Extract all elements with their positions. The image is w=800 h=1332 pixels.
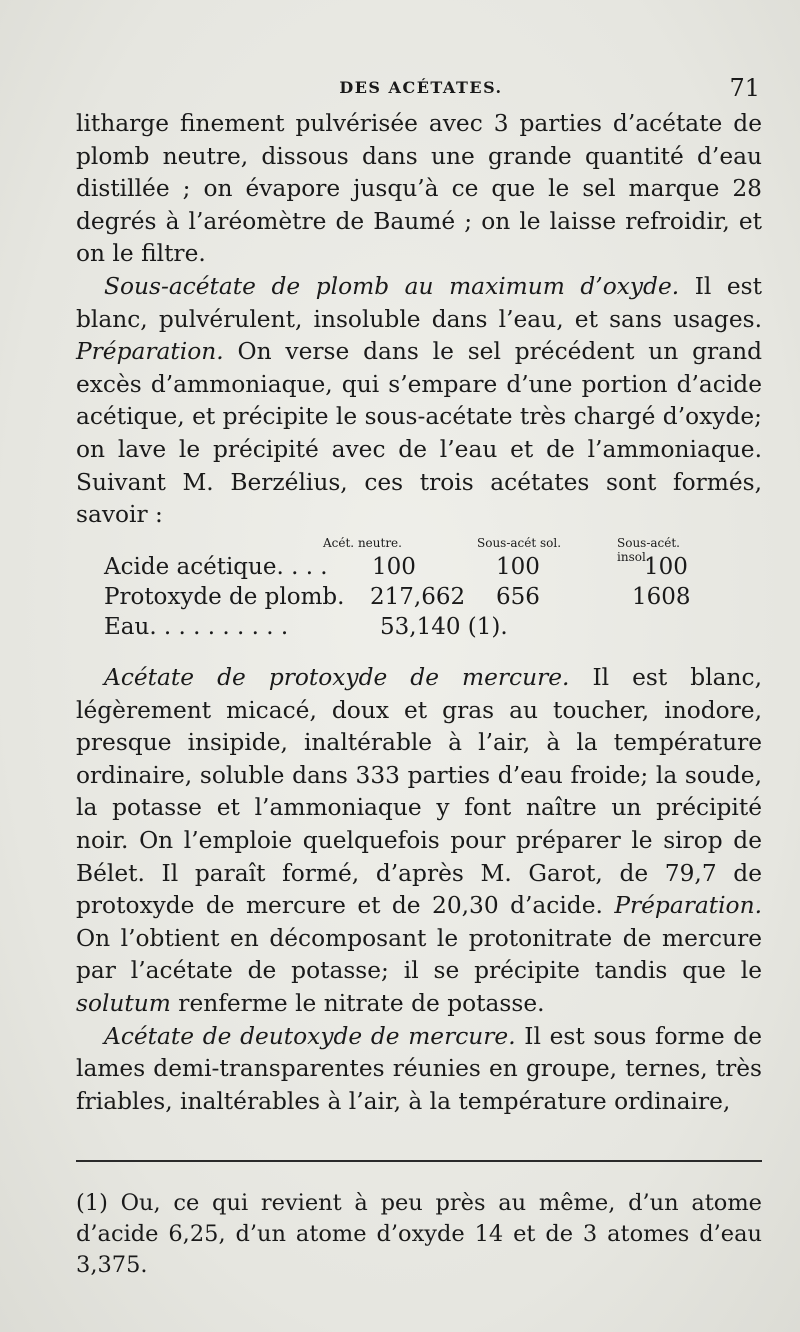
footnote bbox=[76, 1188, 762, 1281]
cell-value: 1608 bbox=[632, 584, 691, 610]
preparation-label: Préparation. bbox=[76, 338, 224, 366]
column-header-soluble: Sous-acét sol. bbox=[477, 536, 562, 550]
column-header-insoluble: Sous-acét. insol. bbox=[617, 536, 680, 564]
protoxyde-preparation-end: renferme le nitrate de potasse. bbox=[170, 989, 545, 1017]
running-title: DES ACÉTATES. bbox=[339, 78, 503, 97]
cell-value: 217,662 bbox=[370, 584, 466, 610]
table-header-row bbox=[100, 530, 700, 564]
row-label: Protoxyde de plomb. bbox=[104, 584, 345, 610]
cell-value: 100 bbox=[644, 554, 688, 580]
deutoxyde-description: Il est sous forme de lames demi-transparentes réunies en groupe, ternes, très friables, inaltérables à l’air, à la température ordinaire, bbox=[76, 1022, 762, 1115]
sous-acetate-preparation: On verse dans le sel précédent un grand excès d’ammoniaque, qui s’empare d’une portion d’acide acétique, et précipite le sous-acétate très chargé d’oxyde; on lave le précipité avec de l’eau et de l’ammoniaque. Suivant M. Berzélius, ces trois acétates sont formés, savoir : bbox=[76, 338, 762, 529]
footnote-text: (1) Ou, ce qui revient à peu près au même, d’un atome d’acide 6,25, d’un atome d’oxyde 14 et de 3 atomes d’eau 3,375. bbox=[76, 1190, 762, 1278]
cell-value: 53,140 (1). bbox=[380, 614, 508, 640]
section-title-protoxyde: Acétate de protoxyde de mercure. bbox=[104, 664, 570, 691]
cell-value: 100 bbox=[496, 554, 540, 580]
body-text-continued bbox=[76, 662, 762, 1118]
composition-table bbox=[100, 530, 700, 644]
row-label: Acide acétique. . . . bbox=[104, 554, 328, 580]
table-row bbox=[100, 554, 700, 584]
paragraph-deutoxyde-mercure bbox=[76, 1021, 762, 1119]
paragraph-litharge: litharge finement pulvérisée avec 3 parties d’acétate de plomb neutre, dissous dans une grande quantité d’eau distillée ; on évapore jusqu’à ce que le sel marque 28 degrés à l’aréomètre de Baumé ; on le laisse refroidir, et on le filtre. bbox=[76, 110, 762, 268]
running-head bbox=[76, 74, 766, 104]
solutum-term: solutum bbox=[76, 989, 171, 1017]
footnote-rule bbox=[76, 1160, 762, 1162]
preparation-label: Préparation. bbox=[614, 892, 762, 920]
cell-value: 656 bbox=[496, 584, 540, 610]
paragraph-protoxyde-mercure bbox=[76, 662, 762, 1021]
body-text bbox=[76, 108, 762, 532]
section-title-deutoxyde: Acétate de deutoxyde de mercure. bbox=[104, 1022, 516, 1050]
paragraph-sous-acetate bbox=[76, 271, 762, 532]
sous-acetate-description: Il est blanc, pulvérulent, insoluble dans l’eau, et sans usages. bbox=[76, 272, 762, 333]
page-number: 71 bbox=[729, 74, 760, 102]
cell-value: 100 bbox=[372, 554, 416, 580]
row-label: Eau. . . . . . . . . . bbox=[104, 614, 289, 640]
section-title-sous-acetate: Sous-acétate de plomb au maximum d’oxyde. bbox=[104, 272, 680, 300]
protoxyde-preparation: On l’obtient en décomposant le protonitrate de mercure par l’acétate de potasse; il se précipite tandis que le bbox=[76, 924, 762, 985]
column-header-neutral: Acét. neutre. bbox=[323, 536, 402, 550]
protoxyde-description: Il est blanc, légèrement micacé, doux et gras au toucher, inodore, presque insipide, inaltérable à l’air, à la température ordinaire, soluble dans 333 parties d’eau froide; la soude, la potasse et l’ammoniaque y font naître un précipité noir. On l’emploie quelquefois pour préparer le sirop de Bélet. Il paraît formé, d’après M. Garot, de 79,7 de protoxyde de mercure et de 20,30 d’acide. bbox=[76, 664, 762, 920]
table-row bbox=[100, 614, 700, 644]
table-row bbox=[100, 584, 700, 614]
